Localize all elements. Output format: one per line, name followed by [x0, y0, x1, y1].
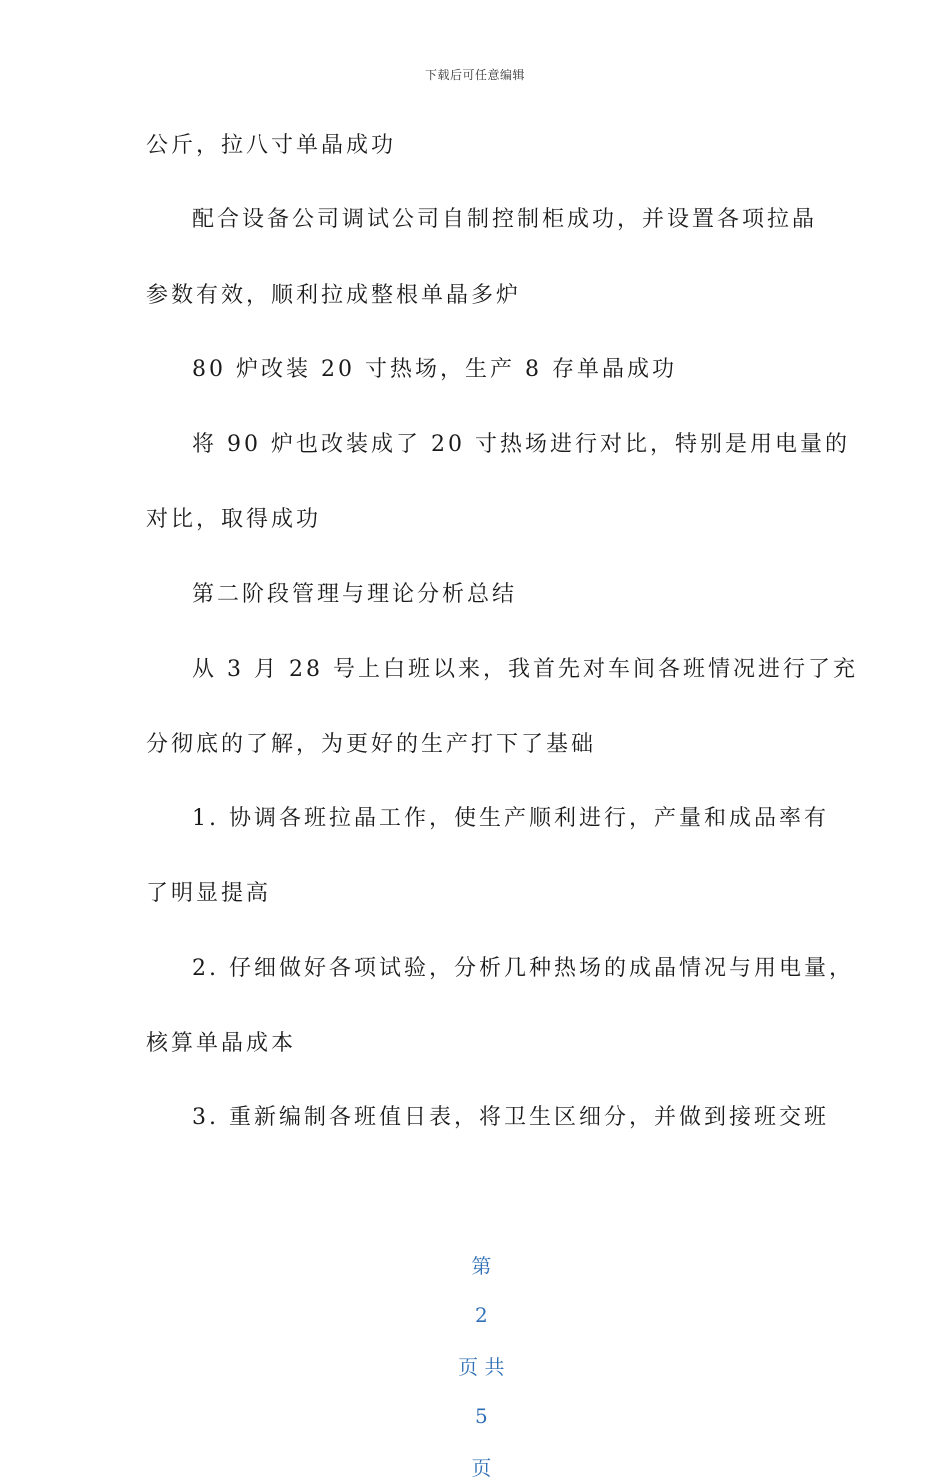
text-line-9: 分彻底的了解，为更好的生产打下了基础 [146, 732, 597, 757]
text-line-2: 配合设备公司调试公司自制控制柜成功，并设置各项拉晶 [192, 207, 818, 232]
footer-total: 5 [474, 1404, 488, 1428]
footer-page-number: 2 [474, 1303, 488, 1327]
text-line-5: 将 90 炉也改装成了 20 寸热场进行对比，特别是用电量的 [192, 432, 850, 457]
list-item-3: 3. 重新编制各班值日表，将卫生区细分，并做到接班交班 [192, 1105, 829, 1130]
list-item-2-cont: 核算单晶成本 [146, 1031, 297, 1056]
text-line-1: 公斤，拉八寸单晶成功 [146, 133, 397, 158]
footer-prefix: 第 [471, 1254, 492, 1278]
text-line-3: 参数有效，顺利拉成整根单晶多炉 [146, 283, 522, 308]
list-item-1: 1. 协调各班拉晶工作，使生产顺利进行，产量和成品率有 [192, 806, 829, 831]
page-header: 下载后可任意编辑 [424, 68, 525, 82]
footer-middle: 页 共 [458, 1355, 505, 1379]
page-footer [0, 1226, 950, 1481]
list-item-1-cont: 了明显提高 [146, 881, 272, 906]
text-line-6: 对比，取得成功 [146, 507, 322, 532]
text-line-4: 80 炉改装 20 寸热场，生产 8 存单晶成功 [192, 357, 677, 382]
list-item-2: 2. 仔细做好各项试验，分析几种热场的成晶情况与用电量， [192, 956, 854, 981]
section-heading: 第二阶段管理与理论分析总结 [192, 582, 518, 607]
footer-suffix: 页 [471, 1456, 492, 1480]
text-line-8: 从 3 月 28 号上白班以来，我首先对车间各班情况进行了充 [192, 657, 858, 682]
